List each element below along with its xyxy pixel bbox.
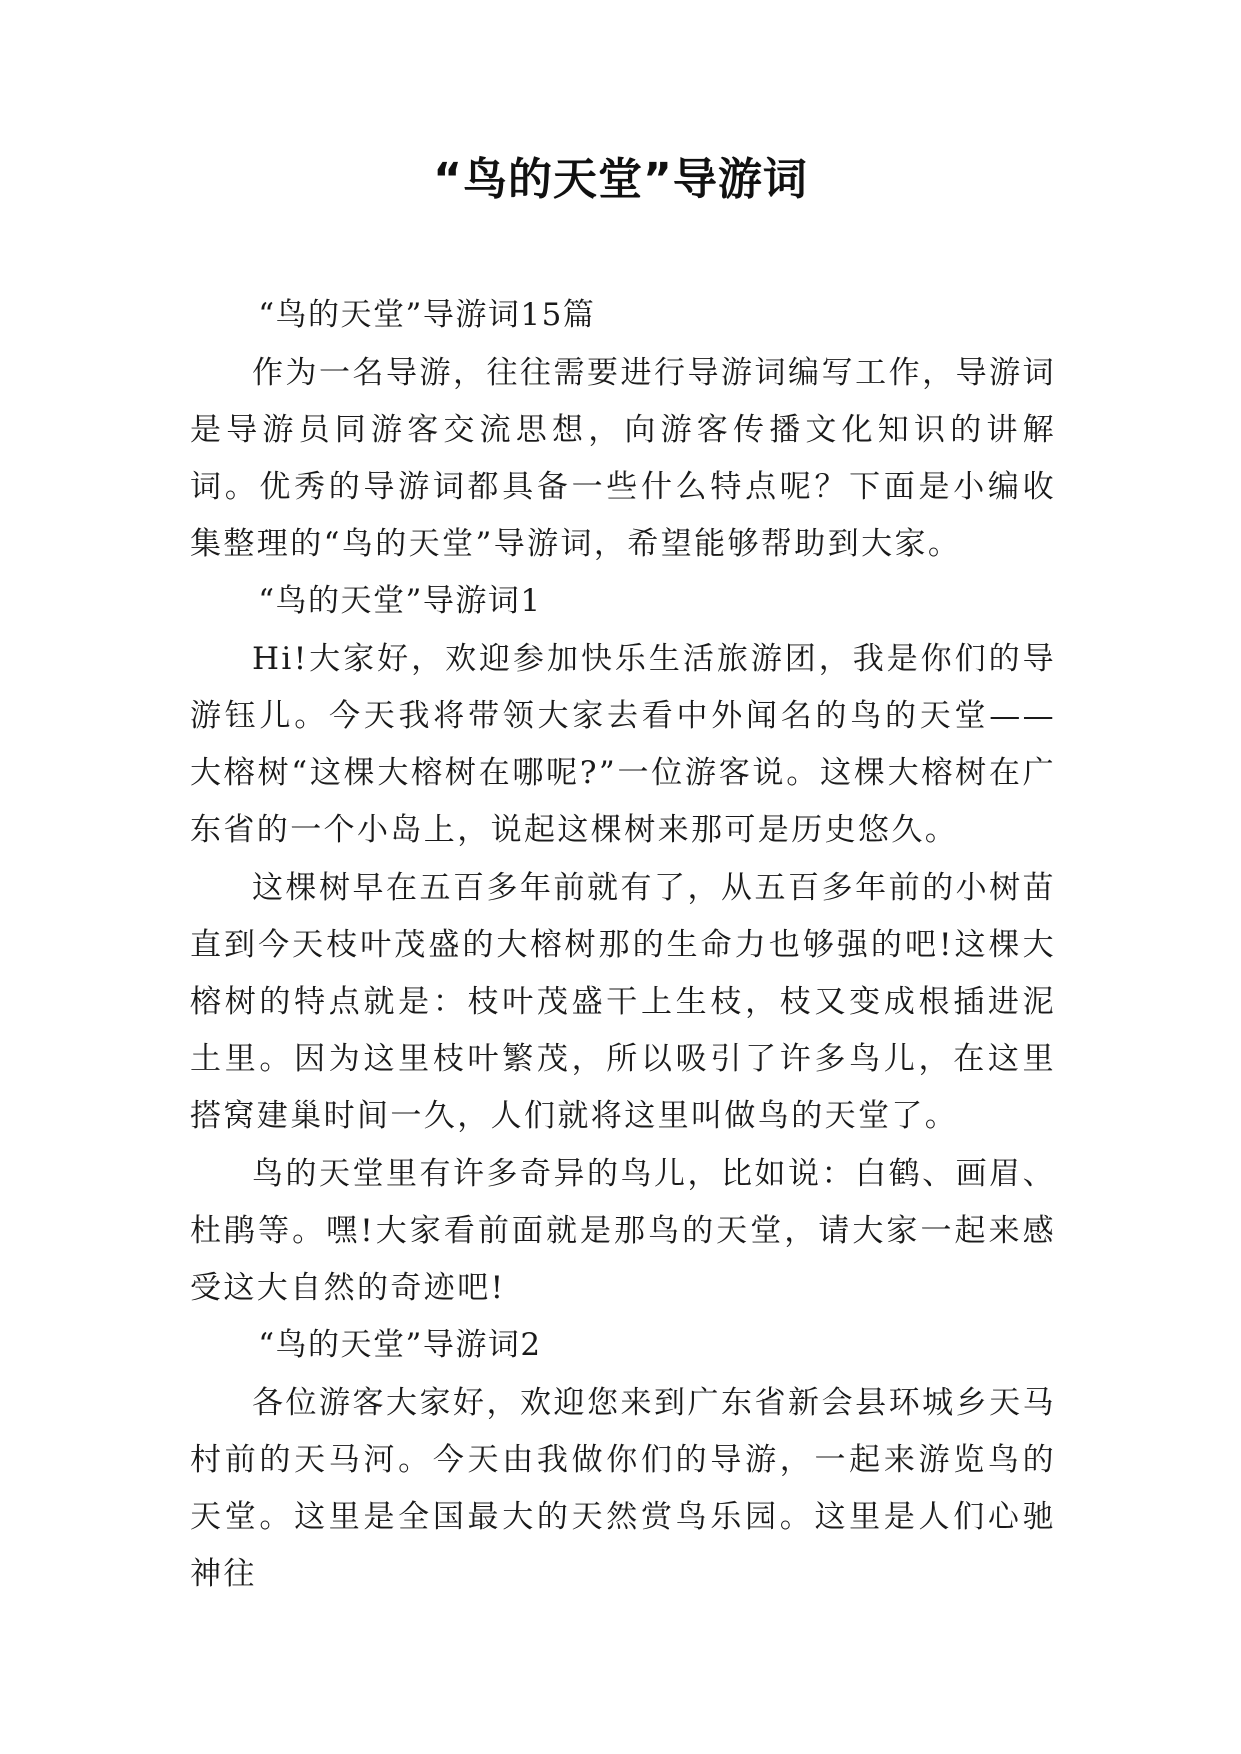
section-heading-1: “鸟的天堂”导游词1 (258, 583, 542, 619)
paragraph-1-3: 鸟的天堂里有许多奇异的鸟儿，比如说：白鹤、画眉、杜鹃等。嘿!大家看前面就是那鸟的天堂，请大家一起来感受这大自然的奇迹吧! (190, 1156, 1056, 1306)
paragraph-1-2: 这棵树早在五百多年前就有了，从五百多年前的小树苗直到今天枝叶茂盛的大榕树那的生命力也够强的吧!这棵大榕树的特点就是：枝叶茂盛干上生枝，枝又变成根插进泥土里。因为这里枝叶繁茂，所以吸引了许多鸟儿，在这里搭窝建巢时间一久，人们就将这里叫做鸟的天堂了。 (190, 870, 1056, 1134)
paragraph-intro: 作为一名导游，往往需要进行导游词编写工作，导游词是导游员同游客交流思想，向游客传播文化知识的讲解词。优秀的导游词都具备一些什么特点呢？下面是小编收集整理的“鸟的天堂”导游词，希望能够帮助到大家。 (190, 355, 1056, 562)
document-title: “鸟的天堂”导游词 (433, 154, 808, 205)
paragraph-1-1: Hi!大家好，欢迎参加快乐生活旅游团，我是你们的导游钰儿。今天我将带领大家去看中外闻名的鸟的天堂——大榕树“这棵大榕树在哪呢?”一位游客说。这棵大榕树在广东省的一个小岛上，说起这棵树来那可是历史悠久。 (190, 641, 1056, 848)
document-body (190, 287, 1056, 1603)
paragraph-2-1: 各位游客大家好，欢迎您来到广东省新会县环城乡天马村前的天马河。今天由我做你们的导游，一起来游览鸟的天堂。这里是全国最大的天然赏鸟乐园。这里是人们心驰神往 (190, 1385, 1056, 1592)
section-heading-intro: “鸟的天堂”导游词15篇 (258, 297, 596, 333)
section-heading-2: “鸟的天堂”导游词2 (258, 1327, 542, 1363)
